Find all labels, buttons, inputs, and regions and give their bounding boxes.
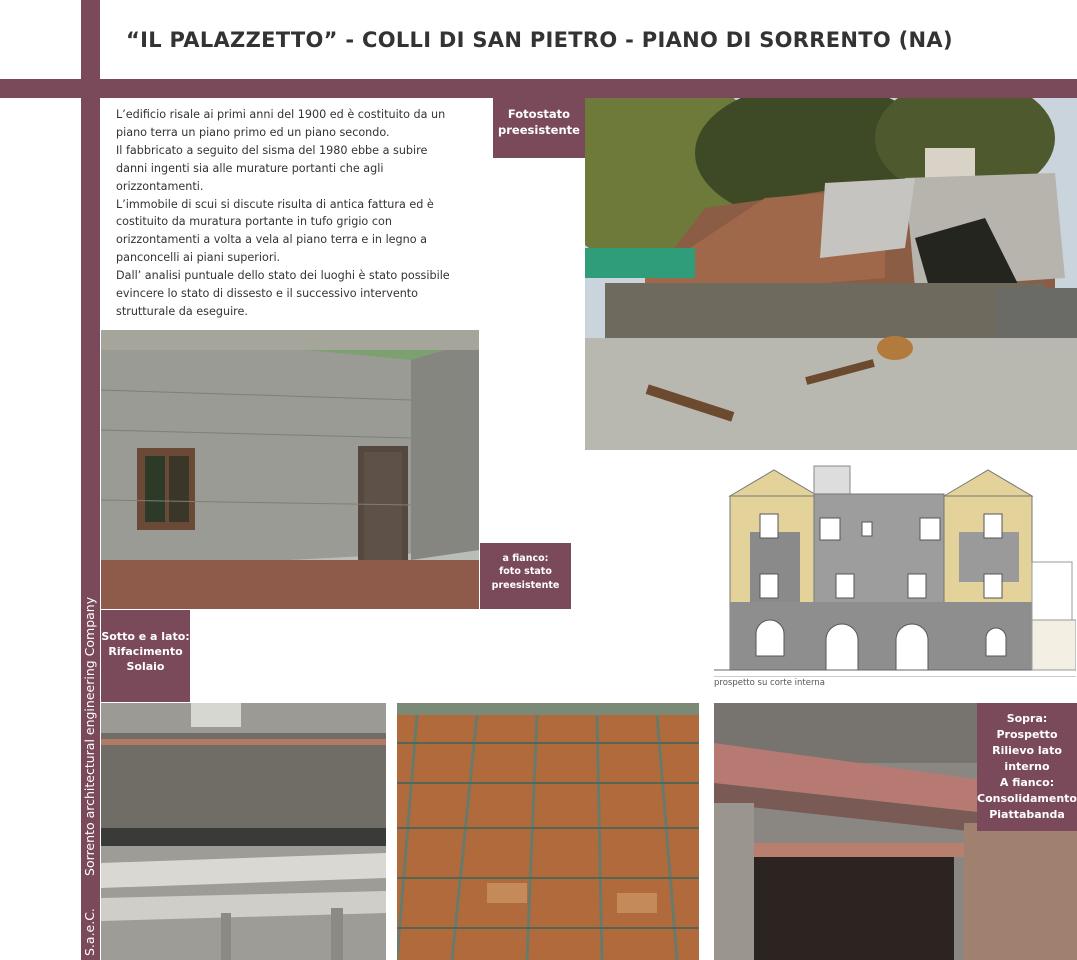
label-sotto-e-a-lato bbox=[101, 610, 190, 702]
description-paragraph: Dall’ analisi puntuale dello stato dei luoghi è stato possibile evincere lo stato di dissesto e il successivo intervento strutturale da eseguire. bbox=[116, 269, 450, 318]
label-line: Fotostato bbox=[507, 107, 571, 121]
caption-divider bbox=[714, 676, 1076, 677]
description-text bbox=[116, 106, 461, 321]
label-line: a fianco: bbox=[502, 553, 549, 564]
label-line: Rilievo lato bbox=[992, 743, 1062, 757]
label-line: Piattabanda bbox=[989, 807, 1065, 821]
label-line: interno bbox=[1004, 759, 1050, 773]
label-fotostato bbox=[493, 98, 585, 158]
company-abbrev: S.a.e.C. bbox=[82, 908, 97, 956]
label-line: foto stato bbox=[499, 566, 552, 578]
caption-prospetto: prospetto su corte interna bbox=[714, 678, 825, 688]
company-name: Sorrento architectural engineering Company bbox=[82, 596, 97, 876]
label-line: Solaio bbox=[126, 659, 165, 673]
description-paragraph: Il fabbricato a seguito del sisma del 1980 ebbe a subire danni ingenti sia alle murature portanti che agli orizzontamenti. bbox=[116, 143, 428, 193]
page-title: “IL PALAZZETTO” - COLLI DI SAN PIETRO - PIANO DI SORRENTO (NA) bbox=[126, 28, 953, 52]
photo-roof-existing bbox=[585, 98, 1077, 450]
sidebar-vertical-text bbox=[80, 540, 100, 960]
label-line: Prospetto bbox=[996, 727, 1058, 741]
label-sopra bbox=[977, 703, 1077, 831]
description-paragraph: L’edificio risale ai primi anni del 1900 ed è costituito da un piano terra un piano primo ed un piano secondo. bbox=[116, 108, 446, 139]
photo-wall-existing bbox=[101, 330, 479, 609]
label-line: Sotto e a lato: bbox=[101, 630, 190, 643]
label-line: A fianco: bbox=[999, 775, 1055, 789]
photo-rebar-mesh bbox=[397, 703, 699, 960]
horizontal-accent-bar bbox=[0, 79, 1077, 98]
photo-slab-reconstruction bbox=[101, 703, 386, 960]
label-a-fianco bbox=[480, 543, 571, 609]
label-line: Sopra: bbox=[1006, 712, 1048, 725]
description-paragraph: L’immobile di scui si discute risulta di antica fattura ed è costituito da muratura portante in tufo grigio con orizzontamenti a volta a vela al piano terra e in legno a panconcelli ai piani superiori. bbox=[116, 197, 434, 265]
label-line: Rifacimento bbox=[108, 644, 183, 658]
label-line: preesistente bbox=[491, 579, 560, 591]
drawing-prospetto bbox=[714, 462, 1076, 674]
label-line: preesistente bbox=[498, 122, 580, 137]
label-line: Consolidamento bbox=[977, 791, 1077, 805]
